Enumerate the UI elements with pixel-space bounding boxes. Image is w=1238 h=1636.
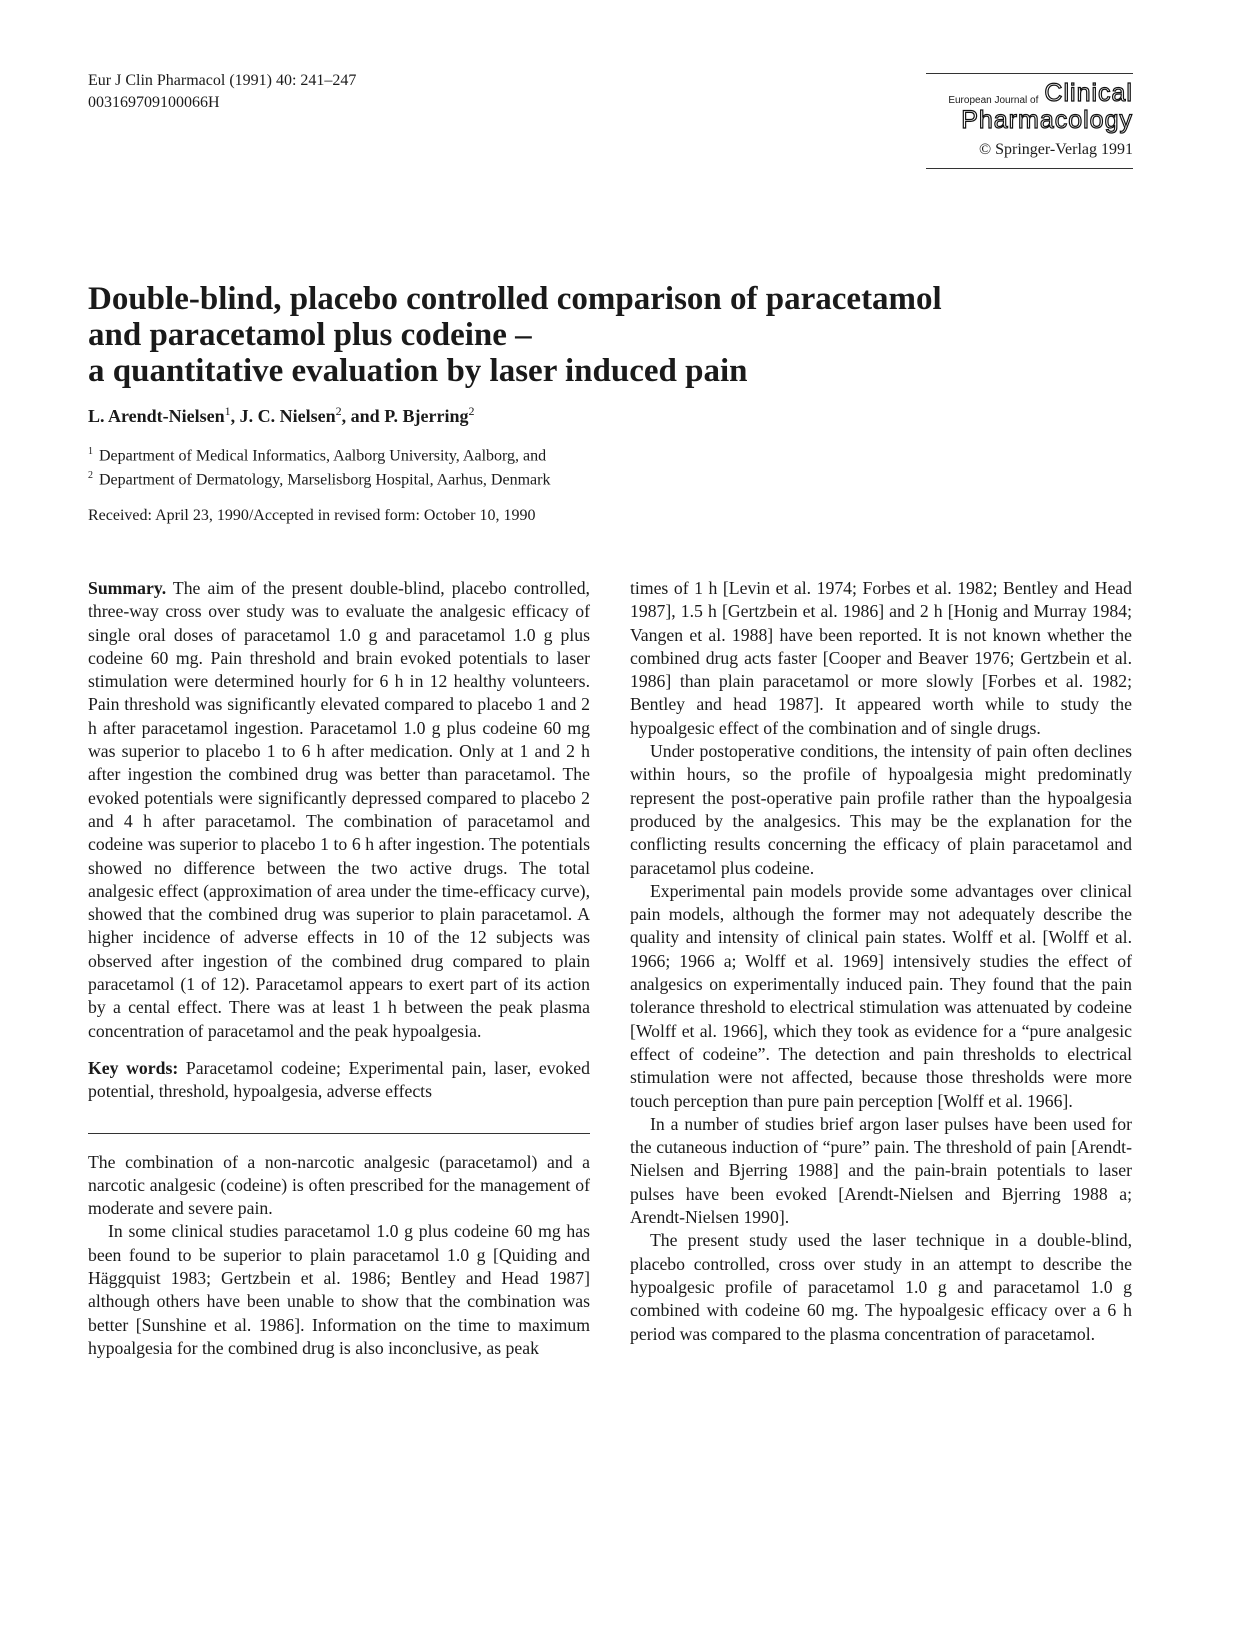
citation-id: 003169709100066H — [88, 94, 220, 111]
journal-logo-block — [926, 73, 1133, 169]
affiliation-number: 1 — [88, 446, 93, 457]
author-name: J. C. Nielsen — [239, 406, 336, 426]
body-paragraph: times of 1 h [Levin et al. 1974; Forbes et al. 1982; Bentley and Head 1987], 1.5 h [Gertzbein et al. 1986] and 2 h [Honig and Murray 1984; Vangen et al. 1988] have been reported. It is not known whether the combined drug acts faster [Cooper and Beaver 1976; Gertzbein et al. 1986] than plain paracetamol or more slowly [Forbes et al. 1982; Bentley and head 1987]. It appeared worth while to study the hypoalgesic effect of the combination and of single drugs. — [630, 578, 1132, 738]
left-column — [88, 577, 590, 1360]
author-separator: , and — [341, 406, 385, 426]
author-name: P. Bjerring — [384, 406, 469, 426]
title-line: and paracetamol plus codeine – — [88, 317, 532, 353]
section-divider — [88, 1133, 590, 1134]
journal-prefix: European Journal of — [948, 95, 1039, 106]
author-affiliation-mark: 2 — [468, 404, 475, 418]
journal-word-pharmacology: Pharmacology — [961, 106, 1133, 134]
affiliation-number: 2 — [88, 470, 93, 482]
author-name: L. Arendt-Nielsen — [88, 406, 225, 426]
summary-paragraph — [88, 577, 590, 1043]
summary-label: Summary. — [88, 578, 167, 598]
journal-citation — [88, 70, 356, 114]
journal-logo — [926, 80, 1133, 107]
title-line: Double-blind, placebo controlled comparison of paracetamol — [88, 281, 942, 317]
journal-word-clinical: Clinical — [1044, 79, 1133, 107]
authors — [88, 404, 475, 427]
keywords-paragraph — [88, 1057, 590, 1104]
keywords-text: Paracetamol codeine; Experimental pain, laser, evoked potential, threshold, hypoalgesia, adverse effects — [88, 1057, 590, 1102]
author-affiliation-mark: 2 — [335, 404, 342, 418]
summary-text: The aim of the present double-blind, placebo controlled, three-way cross over study was to evaluate the analgesic efficacy of single oral doses of paracetamol 1.0 g and paracetamol 1.0 g plus codeine 60 mg. Pain threshold and brain evoked potentials to laser stimulation were determined hourly for 6 h in 12 healthy volunteers. Pain threshold was significantly elevated compared to placebo 1 and 2 h after paracetamol ingestion. Paracetamol 1.0 g plus codeine 60 mg was superior to placebo 1 to 6 h after medication. Only at 1 and 2 h after ingestion the combined drug was better than paracetamol. The evoked potentials were significantly depressed compared to placebo 2 and 4 h after paracetamol. The combination of paracetamol and codeine was superior to placebo 1 to 6 h after ingestion. The potentials showed no difference between the two active drugs. The total analgesic effect (approximation of area under the time-efficacy curve), showed that the combined drug was superior to plain paracetamol. A higher incidence of adverse effects in 10 of the 12 subjects was observed after ingestion of the combined drug compared to plain paracetamol (1 of 12). Paracetamol appears to exert part of its action by a cental effect. There was at least 1 h between the peak plasma concentration of paracetamol and the peak hypoalgesia. — [88, 578, 590, 1041]
copyright: © Springer-Verlag 1991 — [978, 141, 1133, 158]
affiliation — [88, 466, 550, 490]
affiliation — [88, 442, 550, 466]
body-paragraph: In some clinical studies paracetamol 1.0 g plus codeine 60 mg has been found to be superior to plain paracetamol 1.0 g [Quiding and Häggquist 1983; Gertzbein et al. 1986; Bentley and Head 1987] although others have been unable to show that the combination was better [Sunshine et al. 1986]. Information on the time to maximum hypoalgesia for the combined drug is also inconclusive, as peak — [88, 1221, 590, 1358]
body-paragraph: The present study used the laser technique in a double-blind, placebo controlled, cross over study in an attempt to describe the hypoalgesic profile of paracetamol 1.0 g and paracetamol 1.0 g combined with codeine 60 mg. The hypoalgesic efficacy over a 6 h period was compared to the plasma concentration of paracetamol. — [630, 1230, 1132, 1344]
title-line: a quantitative evaluation by laser induced pain — [88, 353, 748, 389]
article-title — [88, 281, 1088, 389]
right-column — [630, 577, 1132, 1346]
body-paragraph: In a number of studies brief argon laser pulses have been used for the cutaneous induction of “pure” pain. The threshold of pain [Arendt-Nielsen and Bjerring 1988] and the pain-brain potentials to laser pulses have been evoked [Arendt-Nielsen and Bjerring 1988 a; Arendt-Nielsen 1990]. — [630, 1113, 1132, 1228]
affiliation-text: Department of Medical Informatics, Aalborg University, Aalborg, and — [99, 447, 547, 465]
body-paragraph: Experimental pain models provide some advantages over clinical pain models, although the former may not adequately describe the quality and intensity of clinical pain states. Wolff et al. [Wolff et al. 1966; 1966 a; Wolff et al. 1969] intensively studies the effect of analgesics on experimentally induced pain. They found that the pain tolerance threshold to electrical stimulation was attenuated by codeine [Wolff et al. 1966], which they took as evidence for a “pure analgesic effect of codeine”. The detection and pain thresholds to electrical stimulation were not affected, because those thresholds were more touch perception than pure pain perception [Wolff et al. 1966]. — [630, 880, 1132, 1111]
author-separator: , — [230, 406, 240, 426]
body-paragraph: The combination of a non-narcotic analgesic (paracetamol) and a narcotic analgesic (codeine) is often prescribed for the management of moderate and severe pain. — [88, 1151, 590, 1219]
author-affiliation-mark: 1 — [224, 404, 231, 418]
keywords-label: Key words: — [88, 1057, 179, 1078]
body-paragraph: Under postoperative conditions, the intensity of pain often declines within hours, so the profile of hypoalgesia might predominatly represent the post-operative pain profile rather than the hypoalgesia produced by the analgesics. This may be the explanation for the conflicting results concerning the efficacy of plain paracetamol and paracetamol plus codeine. — [630, 741, 1132, 878]
affiliations — [88, 442, 550, 491]
affiliation-text: Department of Dermatology, Marselisborg Hospital, Aarhus, Denmark — [99, 471, 551, 489]
received-dates: Received: April 23, 1990/Accepted in revised form: October 10, 1990 — [88, 507, 536, 524]
citation-volume-pages: Eur J Clin Pharmacol (1991) 40: 241–247 — [88, 72, 357, 89]
